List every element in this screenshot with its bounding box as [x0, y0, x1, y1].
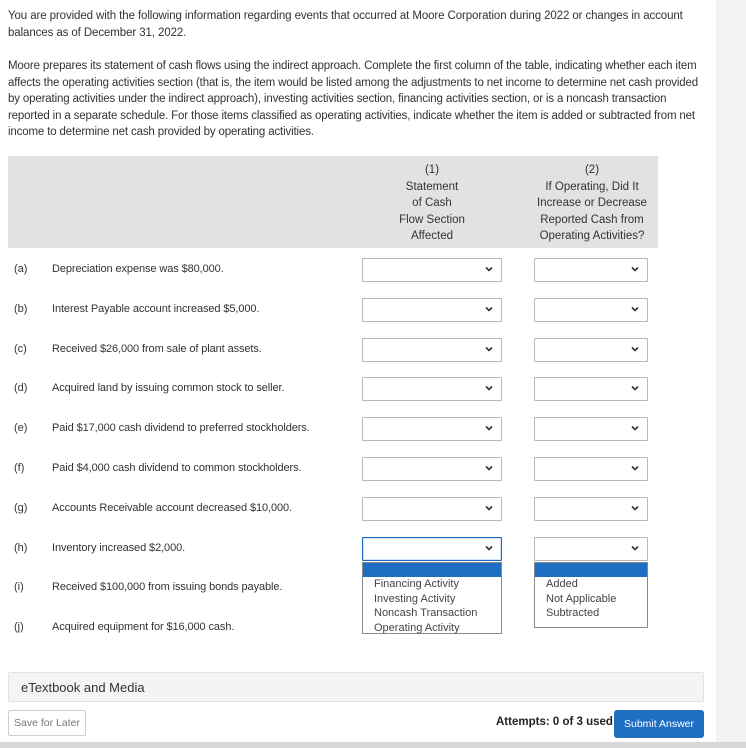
row-letter: (h): [14, 542, 28, 554]
table-row: [8, 417, 668, 443]
row-letter: (f): [14, 462, 25, 474]
chevron-down-icon: [485, 464, 493, 472]
table-header: [8, 156, 658, 248]
table-row: [8, 497, 668, 523]
table-row: [8, 338, 668, 364]
row-letter: (b): [14, 303, 28, 315]
row-letter: (j): [14, 621, 24, 633]
save-for-later-button[interactable]: Save for Later: [8, 710, 86, 736]
highlight-bar: [535, 563, 647, 577]
row-letter: (g): [14, 502, 28, 514]
option-noncash[interactable]: Noncash Transaction: [374, 607, 478, 619]
row-description: Interest Payable account increased $5,000.: [52, 303, 260, 315]
row-description: Acquired equipment for $16,000 cash.: [52, 621, 235, 633]
table-row: [8, 537, 668, 563]
instructions-text: Moore prepares its statement of cash flows using the indirect approach. Complete the first column of the table, indicating whether each item affects the operating activities section (that is, the item would be listed among the adjustments to net income to determine net cash provided by operating activities under the indirect approach), investing activities section, financing activities section, or is a noncash transaction reported in a separate schedule. For those items classified as operating activities, indicate whether the item is added or subtracted from net income to determine net cash provided by operating activities.: [8, 60, 698, 138]
column-2-header: (2) If Operating, Did It Increase or Decrease Reported Cash from Operating Activities?: [537, 164, 647, 242]
intro-text: You are provided with the following information regarding events that occurred at Moore Corporation during 2022 or changes in account balances as of December 31, 2022.: [8, 10, 683, 39]
option-financing[interactable]: Financing Activity: [374, 578, 459, 590]
etextbook-media-panel[interactable]: [8, 672, 704, 702]
row-letter: (i): [14, 581, 24, 593]
section-select[interactable]: [362, 338, 502, 362]
chevron-down-icon: [485, 265, 493, 273]
attempts-counter: Attempts: 0 of 3 used: [496, 716, 613, 728]
effect-select[interactable]: [534, 417, 648, 441]
row-description: Inventory increased $2,000.: [52, 542, 186, 554]
chevron-down-icon: [631, 464, 639, 472]
column-1-header: (1) Statement of Cash Flow Section Affected: [399, 164, 465, 242]
section-select[interactable]: [362, 497, 502, 521]
row-description: Received $26,000 from sale of plant assets.: [52, 343, 262, 355]
chevron-down-icon: [631, 305, 639, 313]
effect-select[interactable]: [534, 377, 648, 401]
table-row: [8, 457, 668, 483]
effect-dropdown-list: [534, 562, 648, 628]
chevron-down-icon: [631, 265, 639, 273]
row-description: Paid $17,000 cash dividend to preferred stockholders.: [52, 422, 310, 434]
option-operating[interactable]: Operating Activity: [374, 621, 460, 634]
row-description: Acquired land by issuing common stock to seller.: [52, 382, 285, 394]
row-letter: (a): [14, 263, 28, 275]
chevron-down-icon: [631, 424, 639, 432]
right-gutter: [716, 0, 746, 748]
option-investing[interactable]: Investing Activity: [374, 592, 456, 605]
row-description: Accounts Receivable account decreased $10,000.: [52, 502, 293, 514]
etextbook-media-label: eTextbook and Media: [21, 680, 145, 695]
table-row: [8, 258, 668, 284]
option-added[interactable]: Added: [546, 578, 578, 590]
submit-answer-button[interactable]: Submit Answer: [614, 710, 704, 738]
effect-select[interactable]: [534, 537, 648, 561]
section-select[interactable]: [362, 258, 502, 282]
option-subtracted[interactable]: Subtracted: [546, 607, 600, 619]
section-select[interactable]: [362, 417, 502, 441]
row-letter: (e): [14, 422, 28, 434]
chevron-down-icon: [485, 544, 493, 552]
section-dropdown-list: [362, 562, 502, 634]
section-select[interactable]: [362, 377, 502, 401]
effect-select[interactable]: [534, 338, 648, 362]
chevron-down-icon: [631, 345, 639, 353]
table-row: [8, 377, 668, 403]
row-letter: (d): [14, 382, 28, 394]
effect-select[interactable]: [534, 497, 648, 521]
chevron-down-icon: [485, 504, 493, 512]
bottom-scrollbar[interactable]: [0, 742, 746, 748]
chevron-down-icon: [485, 384, 493, 392]
row-letter: (c): [14, 343, 27, 355]
effect-select[interactable]: [534, 258, 648, 282]
section-select[interactable]: [362, 457, 502, 481]
section-select[interactable]: [362, 537, 502, 561]
chevron-down-icon: [485, 305, 493, 313]
highlight-bar: [363, 563, 501, 577]
effect-select[interactable]: [534, 298, 648, 322]
chevron-down-icon: [631, 544, 639, 552]
chevron-down-icon: [485, 424, 493, 432]
option-not-applicable[interactable]: Not Applicable: [546, 592, 617, 605]
row-description: Paid $4,000 cash dividend to common stockholders.: [52, 462, 302, 474]
row-description: Depreciation expense was $80,000.: [52, 263, 224, 275]
chevron-down-icon: [631, 384, 639, 392]
table-row: [8, 298, 668, 324]
chevron-down-icon: [631, 504, 639, 512]
row-description: Received $100,000 from issuing bonds payable.: [52, 581, 283, 593]
chevron-down-icon: [485, 345, 493, 353]
section-select[interactable]: [362, 298, 502, 322]
effect-select[interactable]: [534, 457, 648, 481]
